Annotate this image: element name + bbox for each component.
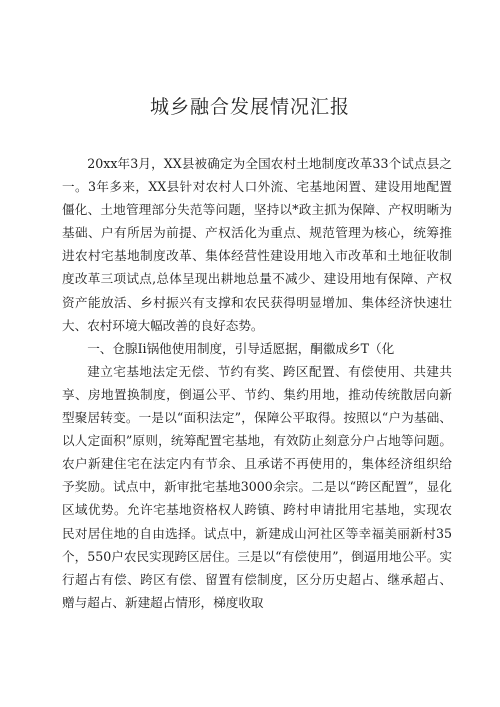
paragraph-intro: 20xx年3月，XX县被确定为全国农村土地制度改革33个试点县之一。3年多来，XX县针对农村人口外流、宅基地闲置、建设用地配置僵化、土地管理部分失范等问题，坚持以*政主抓为保障、产权明晰为基础、户有所居为前提、产权活化为重点、规范管理为核心，统筹推进农村宅基地制度改革、集体经营性建设用地入市改革和土地征收制度改革三项试点,总体呈现出耕地总量不减少、建设用地有保障、产权资产能放活、乡村振兴有支撑和农民获得明显增加、集体经济快速壮大、农村环境大幅改善的良好态势。	[62, 156, 452, 333]
paragraph-homestead: 建立宅基地法定无偿、节约有奖、跨区配置、有偿使用、共建共享、房地置换制度，倒逼公平、节约、集约用地，推动传统散居向新型聚居转变。一是以“面积法定”，保障公平取得。按照以“户为基础、以人定面积”原则，统筹配置宅基地，有效防止刻意分户占地等问题。农户新建住宅在法定内有节余、且承诺不再使用的，集体经济组织给予奖励。试点中，新审批宅基地3000余宗。二是以“跨区配置”，显化区域优势。允许宅基地资格权人跨镇、跨村申请批用宅基地，实现农民对居住地的自由选择。试点中，新建成山河社区等幸福美丽新村35个，550户农民实现跨区居住。三是以“有偿使用”，倒逼用地公平。实行超占有偿、跨区有偿、留置有偿制度，区分历史超占、继承超占、赠与超占、新建超占情形，梯度收取	[62, 363, 452, 610]
section-heading-1: 一、仓腺Ii锅他使用制度，引导适愿据，酮徽成乡T（化	[87, 340, 395, 356]
document-title: 城乡融合发展情况汇报	[149, 96, 350, 118]
document-body	[62, 152, 452, 614]
